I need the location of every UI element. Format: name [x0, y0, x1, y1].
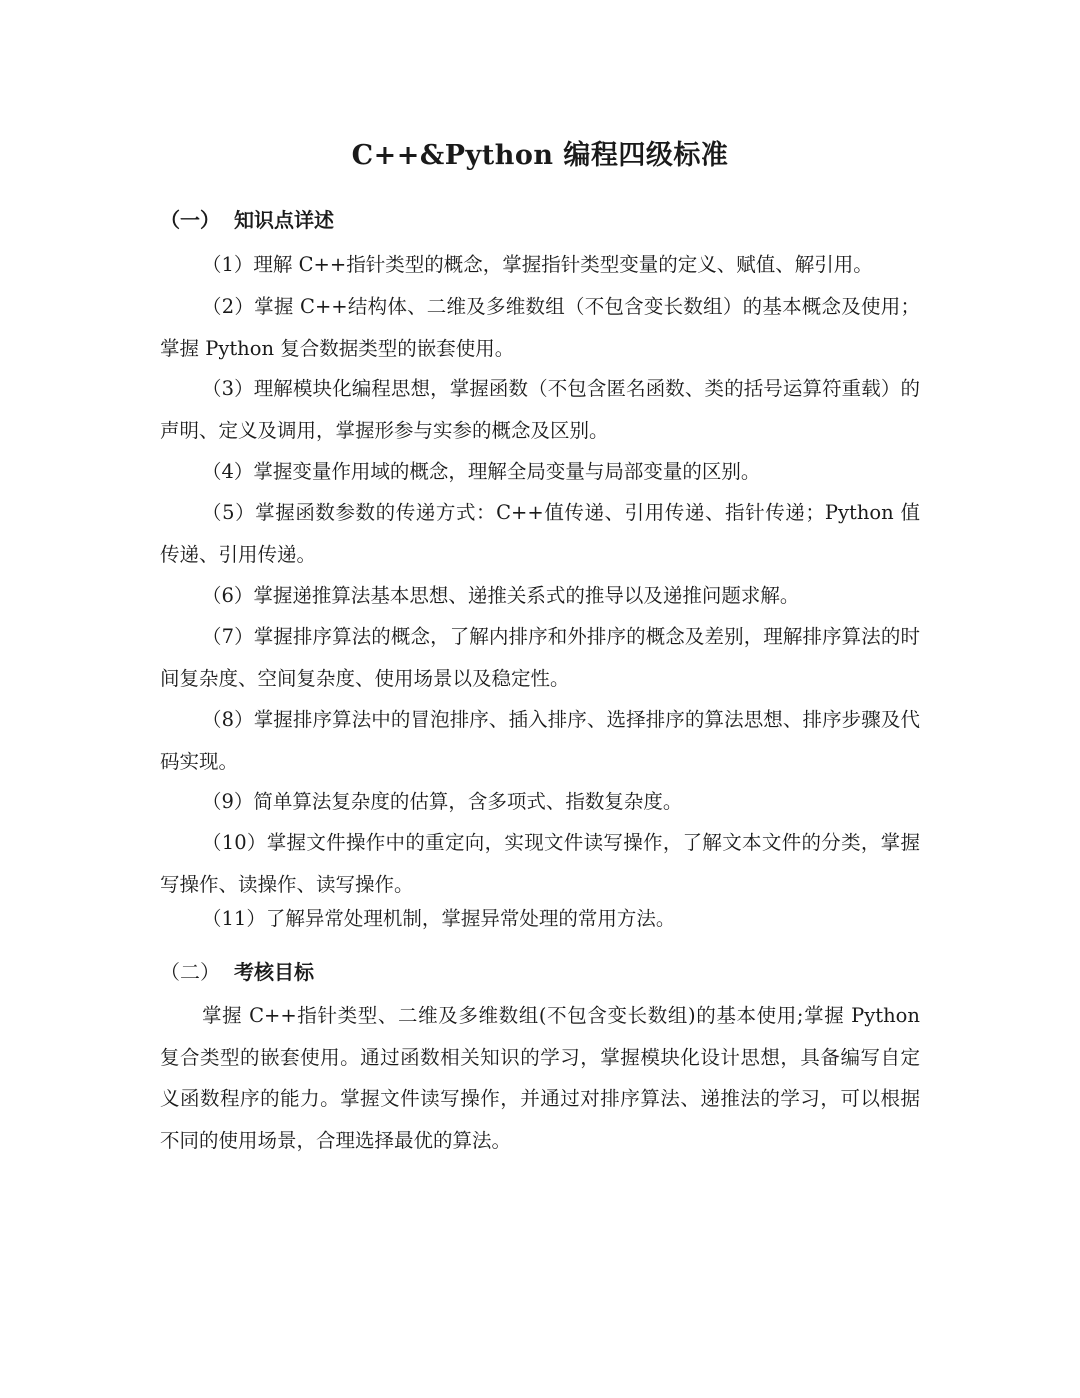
document-title: C++&Python 编程四级标准	[351, 140, 729, 171]
knowledge-item-11: （11）了解异常处理机制，掌握异常处理的常用方法。	[202, 907, 676, 930]
section-title: 知识点详述	[234, 208, 334, 232]
section-number: （二）	[160, 960, 220, 984]
knowledge-item-5: （5）掌握函数参数的传递方式：C++值传递、引用传递、指针传递；Python 值传递、引用传递。	[160, 501, 920, 566]
assessment-body: 掌握 C++指针类型、二维及多维数组(不包含变长数组)的基本使用;掌握 Python 复合类型的嵌套使用。通过函数相关知识的学习，掌握模块化设计思想，具备编写自定义函数程序的能力。掌握文件读写操作，并通过对排序算法、递推法的学习，可以根据不同的使用场景，合理选择最优的算法。	[160, 1004, 920, 1152]
knowledge-item-4: （4）掌握变量作用域的概念，理解全局变量与局部变量的区别。	[202, 460, 761, 483]
knowledge-item-1: （1）理解 C++指针类型的概念，掌握指针类型变量的定义、赋值、解引用。	[202, 253, 873, 276]
knowledge-item-2: （2）掌握 C++结构体、二维及多维数组（不包含变长数组）的基本概念及使用；掌握 Python 复合数据类型的嵌套使用。	[160, 295, 920, 360]
knowledge-item-10: （10）掌握文件操作中的重定向，实现文件读写操作，了解文本文件的分类，掌握写操作、读操作、读写操作。	[160, 831, 920, 896]
knowledge-item-3: （3）理解模块化编程思想，掌握函数（不包含匿名函数、类的括号运算符重载）的声明、定义及调用，掌握形参与实参的概念及区别。	[160, 377, 920, 442]
knowledge-item-6: （6）掌握递推算法基本思想、递推关系式的推导以及递推问题求解。	[202, 584, 800, 607]
section-heading-assessment	[160, 957, 314, 987]
knowledge-item-7: （7）掌握排序算法的概念，了解内排序和外排序的概念及差别，理解排序算法的时间复杂度、空间复杂度、使用场景以及稳定性。	[160, 625, 920, 690]
section-title: 考核目标	[234, 960, 314, 984]
knowledge-item-8: （8）掌握排序算法中的冒泡排序、插入排序、选择排序的算法思想、排序步骤及代码实现。	[160, 708, 920, 773]
section-number: （一）	[160, 208, 220, 232]
knowledge-item-9: （9）简单算法复杂度的估算，含多项式、指数复杂度。	[202, 790, 683, 813]
section-heading-knowledge	[160, 205, 334, 235]
